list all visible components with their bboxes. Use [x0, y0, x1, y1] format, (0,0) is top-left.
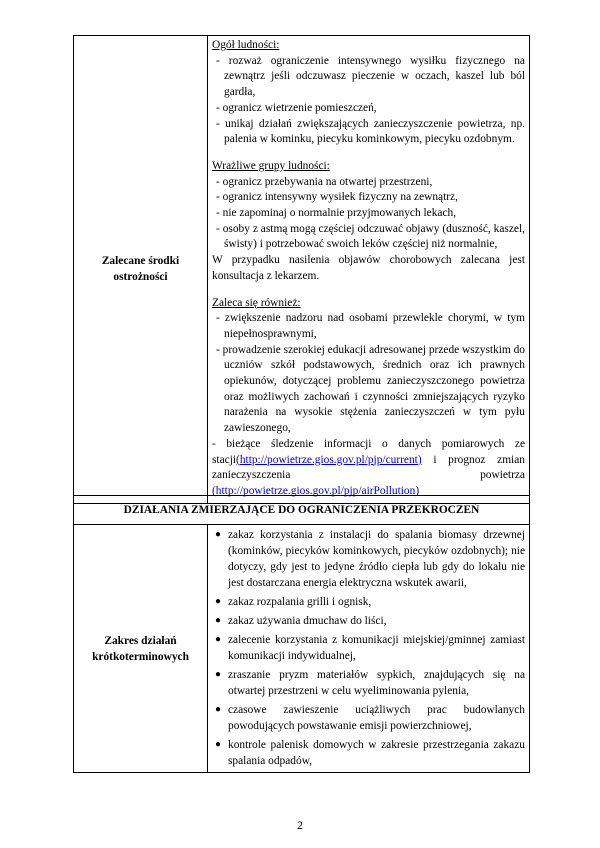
list-item: - rozważ ograniczenie intensywnego wysiłku fizycznego na zewnątrz jeśli odczuwasz pieczenie w oczach, kaszel lub ból gardła, [216, 54, 525, 99]
list-item: - zwiększenie nadzoru nad osobami przewlekle chorymi, w tym niepełnosprawnymi, [216, 312, 525, 340]
actions-table [73, 495, 530, 773]
monitoring-item [212, 437, 525, 500]
group-general-title: Ogół ludności: [212, 39, 280, 51]
list-item: - prowadzenie szerokiej edukacji adresowanej przede wszystkim do uczniów szkół podstawowych, średnich oraz ich prawnych opiekunów, dotyczącej problemu zanieczyszczonego powietrza oraz możliwych zachowań i czynności zmniejszających ryzyko narażenia na wysokie stężenia zanieczyszczeń w tym pyłu zawieszonego, [216, 343, 526, 435]
list-item: ● zalecenie korzystania z komunikacji miejskiej/gminnej zamiast komunikacji indywidualnej, [215, 634, 525, 662]
group-sensitive-title: Wrażliwe grupy ludności: [212, 159, 330, 172]
list-item: - ogranicz intensywny wysiłek fizyczny na zewnątrz, [216, 191, 458, 204]
bullet-icon: ● [215, 704, 222, 715]
list-item: ● zakaz rozpalania grilli i ognisk, [215, 596, 372, 608]
page-number: 2 [297, 820, 303, 832]
list-item: ● zakaz używania dmuchaw do liści, [215, 615, 387, 627]
actions-list [212, 527, 525, 769]
bullet-icon: ● [215, 669, 222, 680]
actions-content [208, 525, 530, 773]
actions-label: Zakres działań krótkoterminowych [74, 525, 208, 773]
bullet-icon: ● [215, 529, 222, 540]
group-also-title: Zaleca się również: [212, 296, 301, 309]
bullet-icon: ● [215, 634, 222, 645]
list-item: - unikaj działań zwiększających zanieczyszczenie powietrza, np. palenia w kominku, piecyku kominkowym, piecyku ozdobnym. [216, 117, 525, 146]
consultation-note: W przypadku nasilenia objawów chorobowych zalecana jest konsultacja z lekarzem. [212, 254, 525, 282]
bullet-icon: ● [215, 615, 222, 626]
list-item: - ogranicz przebywania na otwartej przestrzeni, [216, 175, 433, 188]
list-item: ● kontrole palenisk domowych w zakresie przestrzegania zakazu spalania odpadów, [215, 739, 525, 767]
precautions-label: Zalecane środki ostrożności [74, 36, 208, 504]
precautions-content [208, 36, 530, 504]
actions-header: DZIAŁANIA ZMIERZAJĄCE DO OGRANICZENIA PRZEKROCZEŃ [74, 496, 530, 525]
monitoring-text: - bieżące śledzenie informacji o danych pomiarowych ze stacji [212, 437, 525, 466]
list-item: ● zraszanie pryzm materiałów sypkich, znajdujących się na otwartej przestrzeni w celu wyeliminowania pylenia, [215, 669, 525, 697]
list-item: ● czasowe zawieszenie uciążliwych prac budowlanych powodujących powstawanie emisji powierzchniowej, [215, 704, 525, 732]
bullet-icon: ● [215, 739, 222, 750]
bullet-icon: ● [215, 596, 222, 607]
air-pollution-link[interactable]: (http://powietrze.gios.gov.pl/pjp/airPollution) [212, 484, 420, 497]
current-data-link[interactable]: (http://powietrze.gios.gov.pl/pjp/current) [236, 453, 422, 466]
list-item: - nie zapominaj o normalnie przyjmowanych lekach, [216, 207, 457, 220]
list-item: - osoby z astmą mogą częściej odczuwać objawy (duszność, kaszel, świsty) i potrzebować swoich leków częściej niż normalnie, [216, 222, 525, 251]
list-item: ● zakaz korzystania z instalacji do spalania biomasy drzewnej (kominków, piecyków kominkowych, piecyków ozdobnych); nie dotyczy, gdy jest to jedyne źródło ciepła lub gdy do lokalu nie jest dostarczana energia elektryczna wskutek awarii, [215, 529, 525, 589]
forecast-text: i prognoz zmian zanieczyszczenia powietrza [212, 453, 525, 482]
list-item: - ogranicz wietrzenie pomieszczeń, [216, 101, 377, 114]
precautions-table [73, 35, 530, 504]
